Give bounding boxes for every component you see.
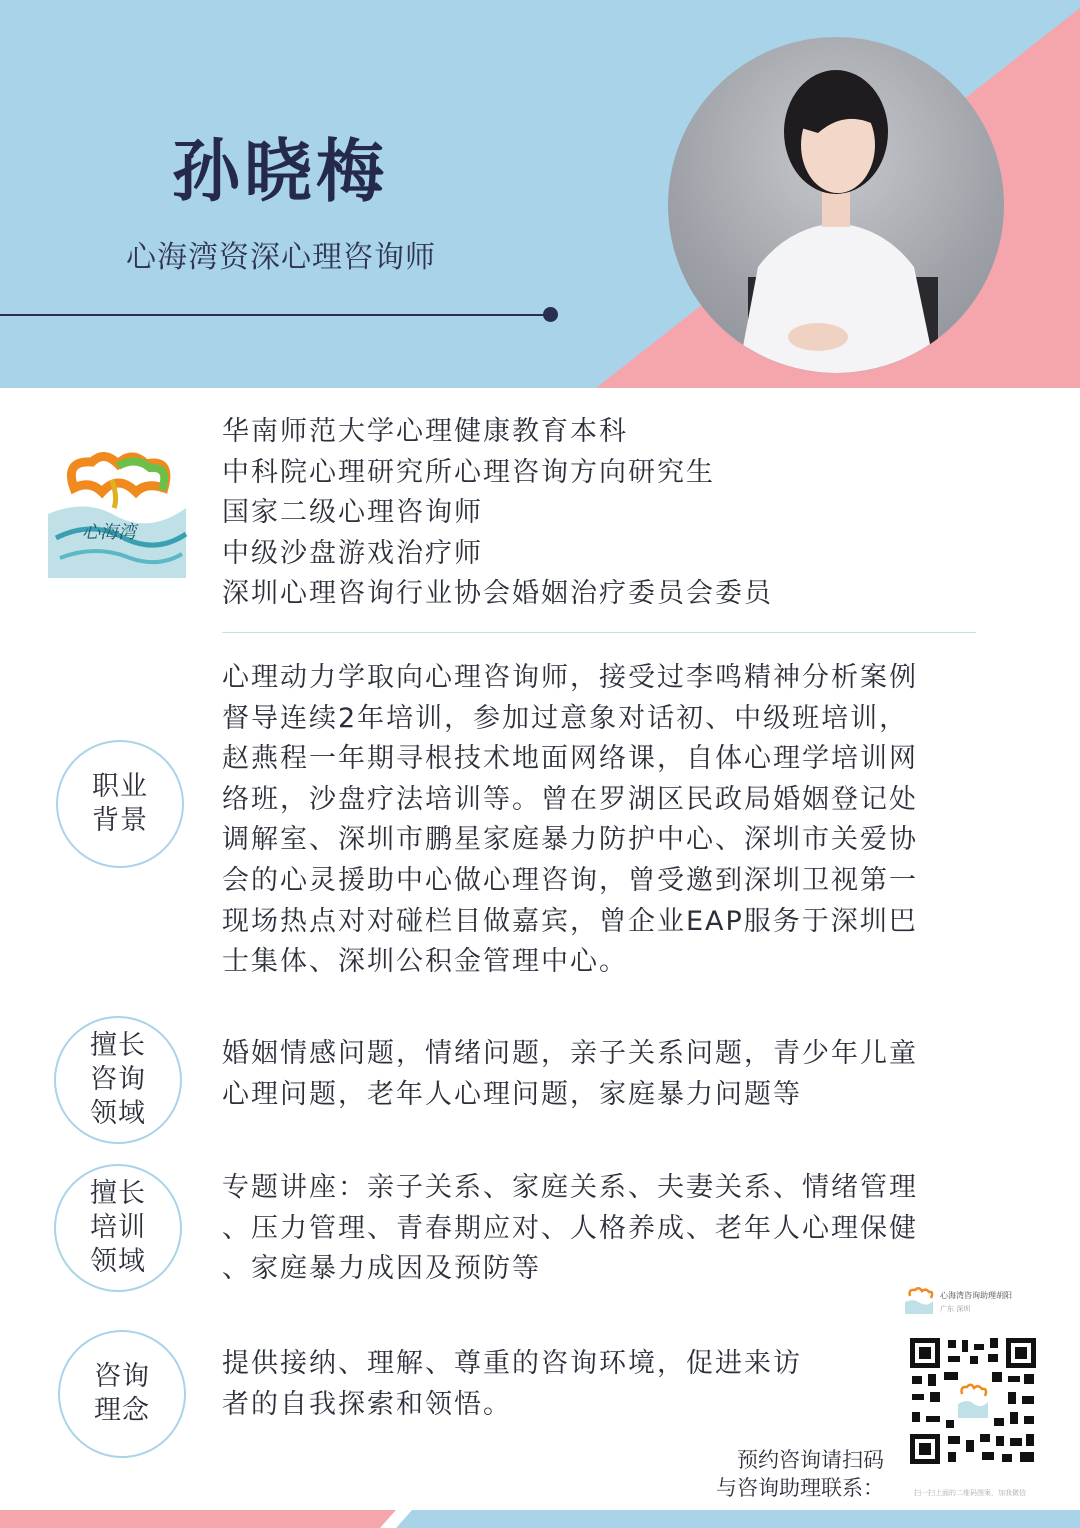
xinhaiwan-logo-icon [46,446,188,578]
counselor-title: 心海湾资深心理咨询师 [126,240,436,275]
counseling-label: 擅长 咨询 领域 [90,1030,146,1129]
wechat-qr-card[interactable] [902,1280,1040,1500]
philosophy-text: 提供接纳、理解、尊重的咨询环境，促进来访 者的自我探索和领悟。 [222,1348,802,1420]
training-text: 专题讲座：亲子关系、家庭关系、夫妻关系、情绪管理 、压力管理、青春期应对、人格养成、老年人心理保健 、家庭暴力成因及预防等 [222,1172,918,1285]
booking-instruction: 预约咨询请扫码 与咨询助理联系： [716,1448,884,1500]
background-text: 心理动力学取向心理咨询师，接受过李鸣精神分析案例 督导连续2年培训，参加过意象对话初、中级班培训， 赵燕程一年期寻根技术地面网络课，自体心理学培训网 络班，沙盘疗法培训等。曾在罗湖区民政局婚姻登记处 调解室、深圳市鹏星家庭暴力防护中心、深圳市关爱协 会的心灵援助中心做心理咨询，曾受邀到深圳卫视第一 现场热点对对碰栏目做嘉宾，曾企业EAP服务于深圳巴 士集体、深圳公积金管理中心。 [222,662,918,978]
education-item: 中级沙盘游戏治疗师 [222,537,483,569]
logo-text: 心海湾 [82,522,136,543]
section-separator [222,632,976,633]
background-label-circle [56,740,184,868]
background-label: 职业 背景 [92,771,148,836]
counselor-name: 孙晓梅 [172,133,389,212]
header-divider-dot [543,307,558,322]
philosophy-label-circle [58,1330,186,1458]
qr-code-icon[interactable] [908,1336,1038,1466]
education-item: 深圳心理咨询行业协会婚姻治疗委员会委员 [222,578,773,610]
footer-stripes [0,1504,1080,1528]
education-item: 中科院心理研究所心理咨询方向研究生 [222,456,715,488]
counselor-portrait [668,37,1004,373]
training-label: 擅长 培训 领域 [90,1178,146,1277]
qr-account-name: 心海湾咨询助理胡阳 [940,1291,1012,1300]
training-label-circle [54,1164,182,1292]
counseling-text: 婚姻情感问题，情绪问题，亲子关系问题，青少年儿童 心理问题，老年人心理问题，家庭暴力问题等 [222,1038,918,1110]
counseling-label-circle [54,1016,182,1144]
qr-scan-tip: 扫一扫上面的二维码图案，加我微信 [914,1489,1026,1497]
education-list [222,412,773,615]
philosophy-label: 咨询 理念 [94,1361,150,1426]
education-item: 华南师范大学心理健康教育本科 [222,416,628,447]
qr-account-location: 广东 深圳 [940,1305,971,1313]
education-item: 国家二级心理咨询师 [222,497,483,529]
qr-account-logo-icon [904,1286,934,1314]
header-divider-line [0,314,548,316]
header-banner [0,0,1080,388]
